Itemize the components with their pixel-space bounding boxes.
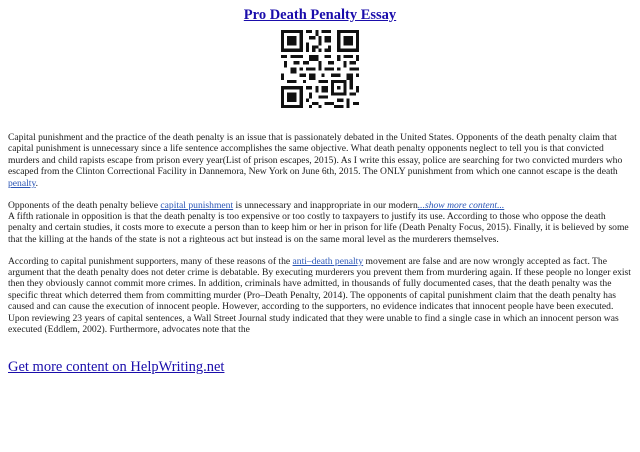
- get-more-content-footer: [8, 358, 224, 376]
- paragraph-text: Opponents of the death penalty believe: [8, 199, 161, 211]
- capital-punishment-link[interactable]: capital punishment: [160, 199, 234, 211]
- essay-body: [8, 132, 632, 336]
- paragraph-text: Capital punishment and the practice of the death penalty is an issue that is passionately debated in the United States. Opponents of the death penalty claim that capital punishment is unnecessary since a life sentence accomplishes the same objective. What death penalty opponents neglect to tell you is that convicted murders and child rapists escape from prison every year(List of prison escapes, 2015). As I write this essay, police are searching for two convicted murders who escaped from the Clinton Correctional Facility in Dannemora, New York on June 6th, 2015. The ONLY punishment from which one cannot escape is the death: [8, 132, 623, 178]
- essay-paragraph-1: [8, 132, 632, 189]
- show-more-content-link[interactable]: ...show more content...: [417, 199, 505, 211]
- paragraph-text: movement are false and are now wrongly accepted as fact. The argument that the death penalty does not deter crime is debatable. By executing murderers you prevent them from murdering again. If these people no longer exist then they obviously cannot commit more crimes. In addition, criminals have admitted, in thousands of fully documented cases, that the death penalty was the specific threat which deterred them from committing murder (Pro–Death Penalty, 2014). The opponents of capital punishment claim that the death penalty has caused and can cause the execution of innocent people. However, according to the supporters, no evidence indicates that innocent people have been executed. Upon reviewing 23 years of capital sentences, a Wall Street Journal study indicated that they were unable to find a single case in which an innocent person was executed (Eddlem, 2002). Furthermore, advocates note that the: [8, 255, 631, 336]
- paragraph-text: .: [35, 177, 39, 189]
- get-more-content-link[interactable]: Get more content on HelpWriting.net: [8, 359, 225, 375]
- essay-paragraph-2: [8, 200, 632, 246]
- essay-paragraph-3: [8, 256, 632, 336]
- qr-code-icon: [281, 30, 359, 108]
- paragraph-text: According to capital punishment supporters, many of these reasons of the: [8, 255, 293, 267]
- penalty-link[interactable]: penalty: [8, 177, 36, 189]
- title-link[interactable]: Pro Death Penalty Essay: [243, 7, 397, 23]
- paragraph-text: is unnecessary and inappropriate in our modern: [233, 199, 418, 211]
- document-title: [8, 0, 632, 24]
- qr-container: [8, 30, 632, 108]
- anti-death-penalty-link[interactable]: anti–death penalty: [292, 255, 364, 267]
- paragraph-text: A fifth rationale in opposition is that the death penalty is too expensive or too costly to taxpayers to justify its use. According to those who oppose the death penalty and certain studies, it costs more to execute a person than to keep him or her in prison for life (Death Penalty Focus, 2015). Finally, it is believed by some that the killing at the hands of the state is not a righteous act but instead is on the same moral level as the murderers themselves.: [8, 210, 629, 245]
